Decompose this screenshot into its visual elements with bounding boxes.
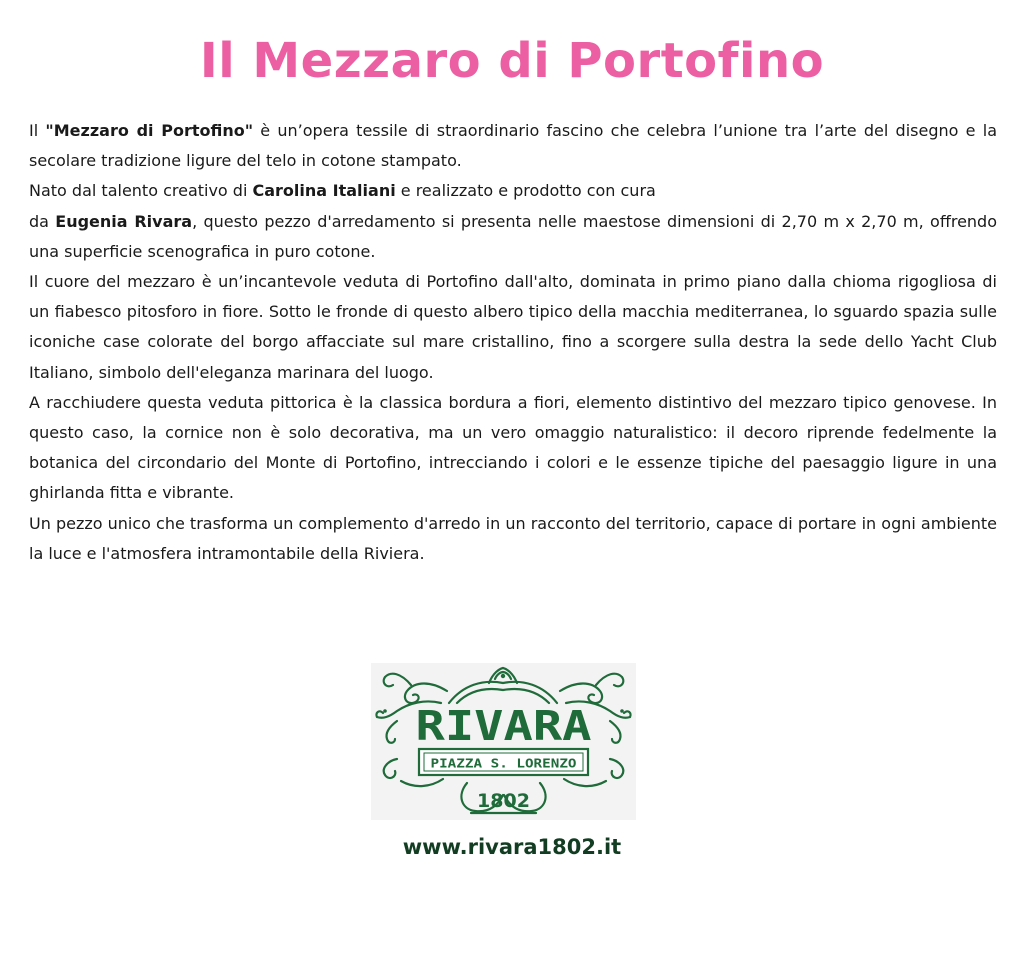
text-run: da bbox=[29, 211, 56, 231]
producer-name-bold: Eugenia Rivara bbox=[55, 211, 193, 231]
paragraph-border: A racchiudere questa veduta pittorica è la classica bordura a fiori, elemento distintivo del mezzaro tipico genovese. In questo caso, la cornice non è solo decorativa, ma un vero omaggio naturalistico: il decoro riprende fedelmente la botanica del circondario del Monte di Portofino, intrecciando i colori e le essenze tipiche del paesaggio ligure in una ghirlanda fitta e vibrante. bbox=[29, 392, 997, 503]
rivara-logo bbox=[371, 663, 636, 820]
paragraph-intro bbox=[29, 116, 997, 176]
product-name-bold: "Mezzaro di Portofino" bbox=[45, 121, 254, 140]
text-run: e realizzato e prodotto con cura bbox=[395, 181, 656, 201]
website-link[interactable]: www.rivara1802.it bbox=[402, 835, 622, 859]
paragraph-producer bbox=[29, 207, 997, 267]
text-run: , questo pezzo d'arredamento si presenta nelle maestose dimensioni di 2,70 m x 2,70 m, offrendo una superficie scenografica in puro cotone. bbox=[29, 211, 997, 261]
paragraph-closing: Un pezzo unico che trasforma un complemento d'arredo in un racconto del territorio, capace di portare in ogni ambiente la luce e l'atmosfera intramontabile della Riviera. bbox=[29, 513, 997, 563]
text-run: Nato dal talento creativo di bbox=[29, 181, 253, 201]
description-text bbox=[29, 116, 997, 569]
page-title: Il Mezzaro di Portofino bbox=[199, 33, 825, 89]
rivara-logo-emblem bbox=[371, 663, 636, 820]
logo-subtitle: PIAZZA S. LORENZO bbox=[430, 756, 577, 771]
text-run: Il bbox=[29, 121, 46, 140]
logo-name: RIVARA bbox=[415, 702, 592, 750]
logo-year: 1802 bbox=[477, 790, 530, 812]
designer-name-bold: Carolina Italiani bbox=[252, 181, 396, 201]
paragraph-view: Il cuore del mezzaro è un’incantevole veduta di Portofino dall'alto, dominata in primo piano dalla chioma rigogliosa di un fiabesco pitosforo in fiore. Sotto le fronde di questo albero tipico della macchia mediterranea, lo sguardo spazia sulle iconiche case colorate del borgo affacciate sul mare cristallino, fino a scorgere sulla destra la sede dello Yacht Club Italiano, simbolo dell'eleganza marinara del luogo. bbox=[29, 272, 997, 382]
paragraph-designer bbox=[29, 176, 997, 206]
text-run: è un’opera tessile di straordinario fascino che celebra l’unione tra l’arte del disegno e la secolare tradizione ligure del telo in cotone stampato. bbox=[29, 121, 997, 171]
